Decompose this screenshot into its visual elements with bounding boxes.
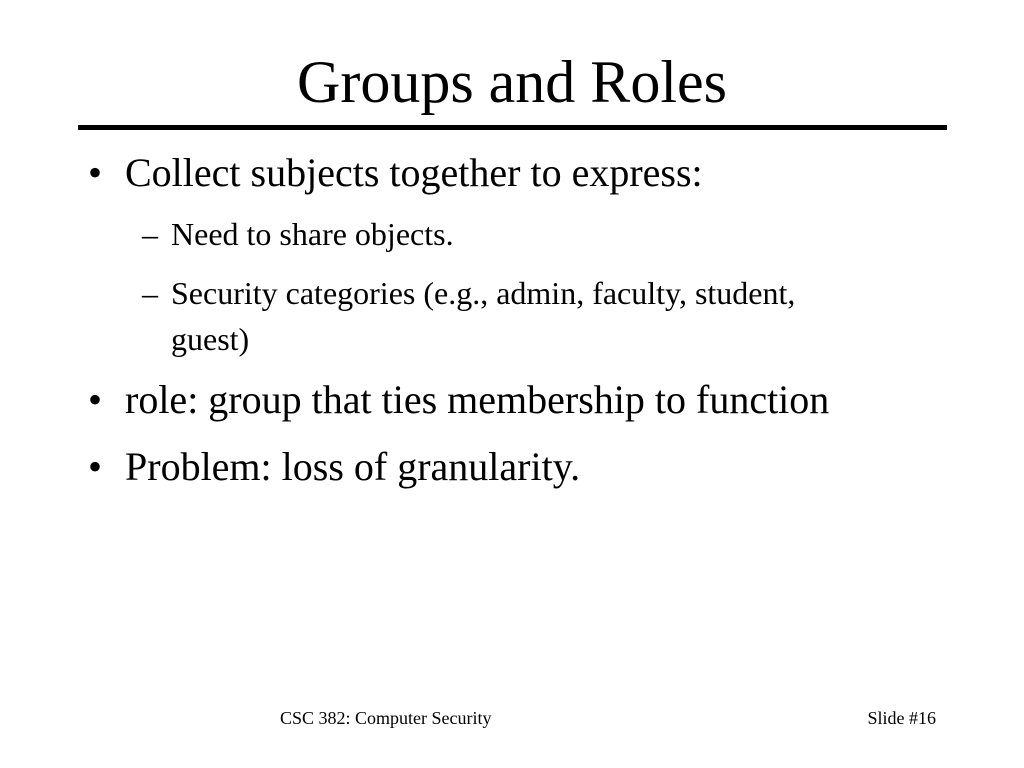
sub-bullet-marker: – [142,216,158,252]
bullet-text: Problem: loss of granularity. [125,444,581,489]
bullet-marker: • [88,444,103,489]
sub-bullet-marker: – [142,275,158,311]
footer-course-title: CSC 382: Computer Security [280,708,492,728]
bullet-marker: • [88,377,103,422]
sub-bullet-text: Security categories (e.g., admin, faculty, student, guest) [171,275,796,357]
footer-slide-number: Slide #16 [867,708,936,728]
bullet-marker: • [88,150,103,195]
slide-title: Groups and Roles [297,49,727,115]
bullet-text: Collect subjects together to express: [125,150,703,195]
sub-bullet-text: Need to share objects. [171,216,454,252]
bullet-text: role: group that ties membership to function [125,377,830,422]
